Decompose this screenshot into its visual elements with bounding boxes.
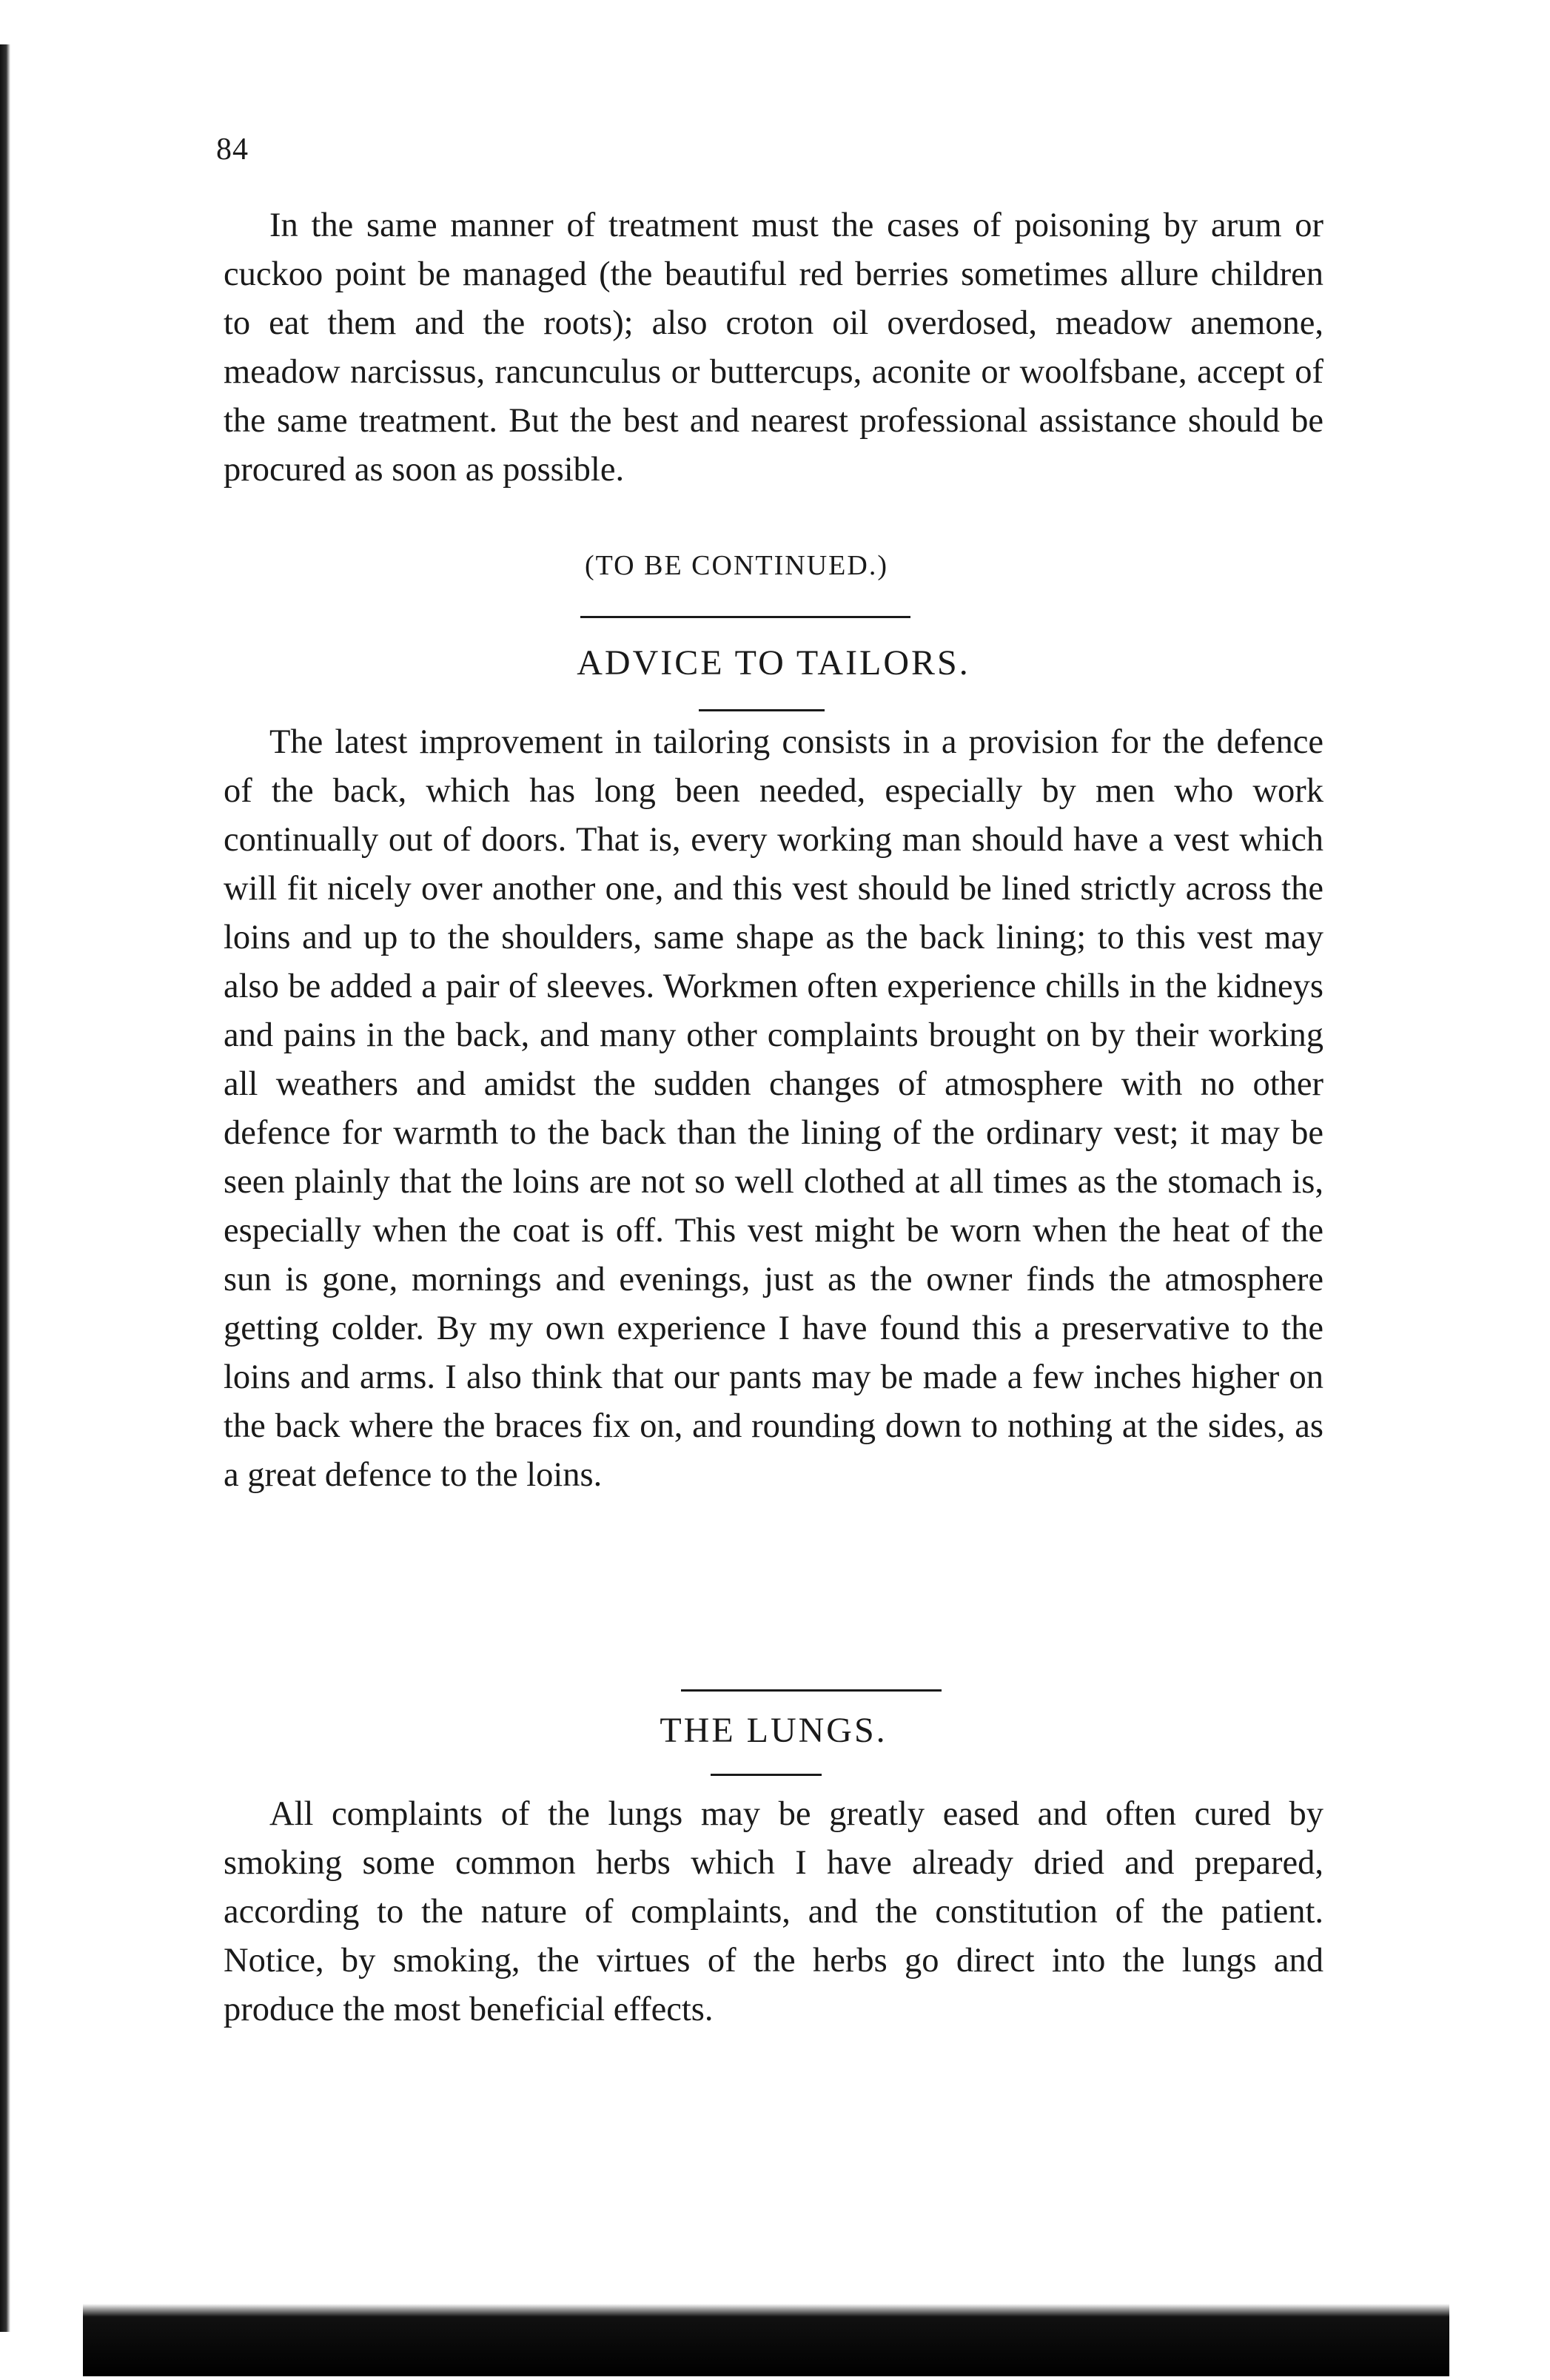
page-number: 84 [216, 133, 249, 167]
binding-edge [0, 44, 10, 2332]
heading-underline-rule [711, 1774, 822, 1776]
intro-paragraph [224, 201, 1323, 495]
tailors-text: The latest improvement in tailoring consists in a provision for the defence of the back, which has long been needed, especially by men who work continually out of doors. That is, every working man should have a vest which will fit nicely over another one, and this vest should be lined strictly across the loins and up to the shoulders, same shape as the back lining; to this vest may also be added a pair of sleeves. Workmen often experience chills in the kidneys and pains in the back, and many other complaints brought on by their working all weathers and amidst the sudden changes of atmosphere with no other defence for warmth to the back than the lining of the ordinary vest; it may be seen plainly that the loins are not so well clothed at all times as the stomach is, especially when the coat is off. This vest might be worn when the heat of the sun is gone, mornings and evenings, just as the owner finds the atmosphere getting colder. By my own experience I have found this a preservative to the loins and arms. I also think that our pants may be made a few inches higher on the back where the braces fix on, and rounding down to nothing at the sides, as a great defence to the loins. [224, 723, 1323, 1494]
section-divider-rule [681, 1689, 942, 1692]
heading-underline-rule [699, 709, 825, 711]
heading-the-lungs: THE LUNGS. [660, 1711, 888, 1750]
lungs-paragraph [224, 1790, 1323, 2034]
lungs-text: All complaints of the lungs may be greatly eased and often cured by smoking some common herbs which I have already dried and prepared, according to the nature of complaints, and the constitution of the patient. Notice, by smoking, the virtues of the herbs go direct into the lungs and produce the most beneficial effects. [224, 1795, 1323, 2028]
scan-bottom-edge [83, 2304, 1449, 2376]
tailors-paragraph [224, 718, 1323, 1500]
intro-text: In the same manner of treatment must the cases of poisoning by arum or cuckoo point be managed (the beautiful red berries sometimes allure children to eat them and the roots); also croton oil overdosed, meadow anemone, meadow narcissus, rancunculus or buttercups, aconite or woolfsbane, accept of the same treatment. But the best and nearest professional assistance should be procured as soon as possible. [224, 207, 1323, 489]
to-be-continued-note: (TO BE CONTINUED.) [585, 550, 888, 581]
section-divider-rule [580, 616, 910, 618]
heading-advice-to-tailors: ADVICE TO TAILORS. [577, 643, 970, 683]
